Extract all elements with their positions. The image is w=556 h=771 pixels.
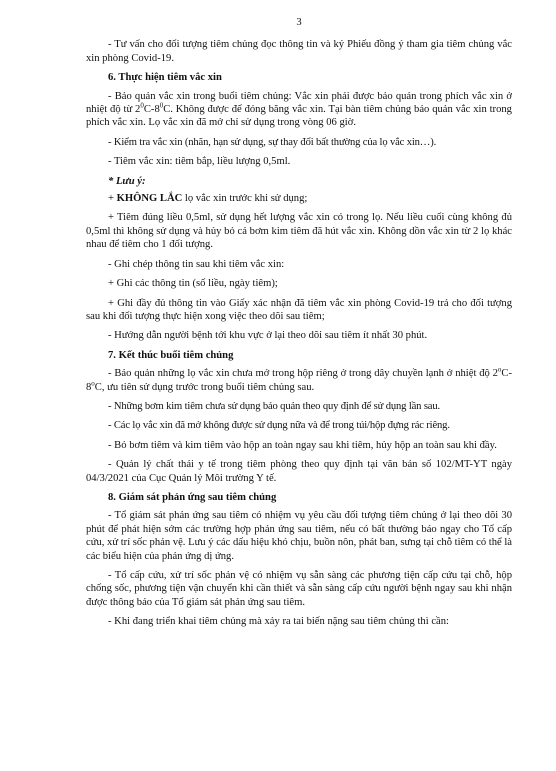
degree-sup-4: o [91, 379, 95, 387]
section-6-heading: 6. Thực hiện tiêm vắc xin [108, 72, 222, 84]
section-8-heading: 8. Giám sát phản ứng sau tiêm chủng [108, 491, 277, 503]
paragraph-storage-end [86, 367, 512, 394]
paragraph-guide: - Hướng dẫn người bệnh tới khu vực ở lại theo dõi sau tiêm ít nhất 30 phút. [108, 330, 428, 342]
storage-text-c: C. Không được để đóng băng vắc xin. Tại bàn tiêm chủng bảo quản vắc xin trong phích vắc xin. Lọ vắc xin đã mở chỉ sử dụng trong vòng 06 giờ. [86, 104, 512, 129]
paragraph-monitor: - Tổ giám sát phản ứng sau tiêm có nhiệm vụ yêu cầu đối tượng tiêm chủng ở lại theo dõi 30 phút để phát hiện sớm các trường hợp phản ứng sau tiêm, nếu có bất thường báo ngay cho Tổ cấp cứu, xử trí sốc phản vệ. Lưu ý các dấu hiệu khó chịu, buồn nôn, phát ban, sưng tại chỗ tiêm có thể là các biểu hiện của phản ứng dị ứng. [86, 510, 513, 562]
note-label: * Lưu ý: [108, 175, 146, 187]
storage-text-a: - Bảo quản vắc xin trong buổi tiêm chủng: Vắc xin phải được bảo quản trong phích vắc xin ở nhiệt độ từ 2 [86, 90, 512, 116]
note-shake-rest: lọ vắc xin trước khi sử dụng; [182, 193, 308, 205]
paragraph-syringes: - Những bơm kim tiêm chưa sử dụng bảo quản theo quy định để sử dụng lần sau. [108, 400, 440, 412]
paragraph-storage-session [86, 90, 512, 130]
paragraph-disposal: - Bỏ bơm tiêm và kim tiêm vào hộp an toàn ngay sau khi tiêm, hủy hộp an toàn sau khi đầy. [108, 439, 497, 451]
section-7-heading: 7. Kết thúc buổi tiêm chủng [108, 349, 234, 361]
storage-end-text-b: C-8 [86, 368, 512, 393]
paragraph-record-info: + Ghi các thông tin (số liều, ngày tiêm); [108, 278, 278, 290]
paragraph-no-shake [86, 192, 512, 205]
page-number: 3 [296, 17, 302, 28]
storage-text-b: C-8 [143, 104, 160, 116]
paragraph-emergency: - Tổ cấp cứu, xử trí sốc phản vệ có nhiệm vụ sẵn sàng các phương tiện cấp cứu tại chỗ, hộp chống sốc, phương tiện vận chuyển khi cần thiết và sẵn sàng cấp cứu người bệnh ngay sau khi nhận được thông báo của Tổ giám sát phản ứng sau tiêm. [86, 570, 512, 608]
storage-end-text-c: C, ưu tiên sử dụng trước trong buổi tiêm chủng sau. [94, 381, 315, 393]
paragraph-inject: - Tiêm vắc xin: tiêm bắp, liều lượng 0,5ml. [108, 156, 291, 168]
paragraph-waste: - Quản lý chất thải y tế trong tiêm phòng theo quy định tại văn bản số 102/MT-YT ngày 04/3/2021 của Cục Quản lý Môi trường Y tế. [86, 459, 512, 484]
paragraph-record-cert: + Ghi đầy đủ thông tin vào Giấy xác nhận đã tiêm vắc xin phòng Covid-19 trả cho đối tượng sau khi đối tượng thực hiện xong việc theo dõi sau tiêm; [86, 297, 512, 322]
paragraph-dose: + Tiêm đúng liều 0,5ml, sử dụng hết lượng vắc xin có trong lọ. Nếu liều cuối cùng không đủ 0,5ml thì không sử dụng và hủy bỏ cả bơm kim tiêm đã hút vắc xin. Không dồn vắc xin từ 2 lọ khác nhau để tiêm cho 1 đối tượng. [86, 212, 512, 251]
note-shake-bold: KHÔNG LẮC [116, 193, 183, 205]
note-shake-prefix: + [108, 193, 117, 205]
paragraph-severe: - Khi đang triển khai tiêm chủng mà xảy ra tai biến nặng sau tiêm chủng thì cần: [108, 616, 449, 628]
storage-end-text-a: - Bảo quản những lọ vắc xin chưa mở trong hộp riêng ở trong dây chuyền lạnh ở nhiệt độ 2 [108, 368, 498, 380]
paragraph-open-vials: - Các lọ vắc xin đã mở không được sử dụng nữa và để trong túi/hộp đựng rác riêng. [108, 420, 450, 432]
degree-sup-3: o [497, 365, 502, 374]
degree-sup-2: 0 [159, 101, 164, 110]
paragraph-check-vaccine: - Kiểm tra vắc xin (nhãn, hạn sử dụng, sự thay đổi bất thường của lọ vắc xin…). [108, 136, 437, 148]
degree-sup-1: 0 [140, 101, 144, 110]
paragraph-record-intro: - Ghi chép thông tin sau khi tiêm vắc xin: [108, 258, 285, 270]
paragraph-counsel: - Tư vấn cho đối tượng tiêm chủng đọc thông tin và ký Phiếu đồng ý tham gia tiêm chủng vắc xin phòng Covid-19. [86, 39, 512, 64]
